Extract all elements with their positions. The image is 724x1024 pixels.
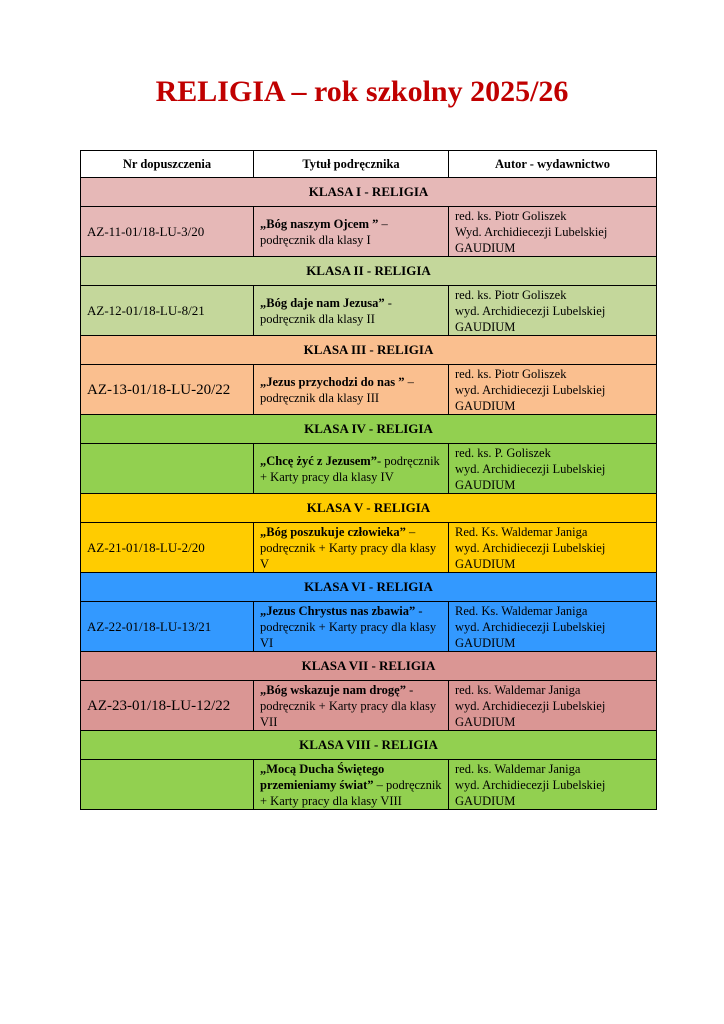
textbook-title (254, 681, 449, 731)
author-line-author: red. ks. Piotr Goliszek (455, 208, 567, 223)
author-line-author: red. ks. Waldemar Janiga (455, 682, 581, 697)
author-line-publisher: wyd. Archidiecezji Lubelskiej (455, 698, 606, 713)
textbook-title-rest: – podręcznik dla klasy I (260, 216, 388, 247)
author-line-publisher: wyd. Archidiecezji Lubelskiej (455, 461, 606, 476)
author-line-author: red. ks. Waldemar Janiga (455, 761, 581, 776)
textbook-title (254, 286, 449, 336)
author-line-publisher: wyd. Archidiecezji Lubelskiej (455, 540, 606, 555)
textbook-title (254, 760, 449, 810)
table-header-row (81, 151, 657, 178)
textbook-title-rest: – podręcznik + Karty pracy dla klasy V (260, 524, 437, 571)
textbook-title-rest: - podręcznik + Karty pracy dla klasy VI (260, 603, 437, 650)
section-header: KLASA VII - RELIGIA (81, 652, 657, 681)
section-header-row (81, 257, 657, 286)
author-publisher (449, 207, 657, 257)
author-line-publisher: wyd. Archidiecezji Lubelskiej (455, 619, 606, 634)
author-line-brand: GAUDIUM (455, 793, 516, 808)
author-line-brand: GAUDIUM (455, 240, 516, 255)
approval-number: AZ-12-01/18-LU-8/21 (81, 286, 254, 336)
textbook-title-bold: „Bóg poszukuje człowieka” (260, 524, 406, 539)
textbook-title-bold: „Bóg naszym Ojcem ” (260, 216, 379, 231)
textbook-table (80, 150, 657, 810)
page-title: RELIGIA – rok szkolny 2025/26 (155, 75, 569, 108)
author-publisher (449, 444, 657, 494)
table-row (81, 681, 657, 731)
author-line-brand: GAUDIUM (455, 398, 516, 413)
approval-number: AZ-22-01/18-LU-13/21 (81, 602, 254, 652)
section-header-row (81, 731, 657, 760)
author-line-author: Red. Ks. Waldemar Janiga (455, 603, 588, 618)
author-line-publisher: wyd. Archidiecezji Lubelskiej (455, 303, 606, 318)
table-row (81, 760, 657, 810)
table-row (81, 365, 657, 415)
author-line-brand: GAUDIUM (455, 714, 516, 729)
author-line-brand: GAUDIUM (455, 319, 516, 334)
table-row (81, 286, 657, 336)
author-publisher (449, 602, 657, 652)
author-line-publisher: wyd. Archidiecezji Lubelskiej (455, 777, 606, 792)
section-header: KLASA II - RELIGIA (81, 257, 657, 286)
approval-number: AZ-11-01/18-LU-3/20 (81, 207, 254, 257)
approval-number: AZ-23-01/18-LU-12/22 (81, 681, 254, 731)
approval-number: AZ-21-01/18-LU-2/20 (81, 523, 254, 573)
textbook-title (254, 207, 449, 257)
textbook-title (254, 602, 449, 652)
author-line-publisher: wyd. Archidiecezji Lubelskiej (455, 382, 606, 397)
approval-number: AZ-13-01/18-LU-20/22 (81, 365, 254, 415)
author-publisher (449, 286, 657, 336)
section-header: KLASA V - RELIGIA (81, 494, 657, 523)
section-header-row (81, 573, 657, 602)
textbook-title-rest: – podręcznik + Karty pracy dla klasy VIII (260, 777, 442, 808)
author-line-author: Red. Ks. Waldemar Janiga (455, 524, 588, 539)
textbook-title-bold: „Bóg wskazuje nam drogę” (260, 682, 406, 697)
textbook-title-bold: „Jezus Chrystus nas zbawia” (260, 603, 416, 618)
section-header-row (81, 415, 657, 444)
textbook-title-bold: „Mocą Ducha Świętego przemieniamy świat” (260, 761, 385, 792)
author-publisher (449, 760, 657, 810)
approval-number (81, 760, 254, 810)
section-header-row (81, 178, 657, 207)
author-line-author: red. ks. Piotr Goliszek (455, 287, 567, 302)
author-line-brand: GAUDIUM (455, 556, 516, 571)
textbook-title (254, 365, 449, 415)
textbook-title (254, 523, 449, 573)
textbook-title (254, 444, 449, 494)
textbook-title-bold: „Jezus przychodzi do nas ” (260, 374, 405, 389)
section-header: KLASA VIII - RELIGIA (81, 731, 657, 760)
textbook-title-rest: – podręcznik dla klasy III (260, 374, 414, 405)
author-publisher (449, 365, 657, 415)
textbook-title-rest: - podręcznik dla klasy II (260, 295, 392, 326)
author-line-author: red. ks. Piotr Goliszek (455, 366, 567, 381)
column-header-title: Tytuł podręcznika (254, 151, 449, 178)
textbook-title-bold: „Bóg daje nam Jezusa” (260, 295, 385, 310)
section-header-row (81, 652, 657, 681)
section-header: KLASA IV - RELIGIA (81, 415, 657, 444)
table-row (81, 523, 657, 573)
section-header: KLASA I - RELIGIA (81, 178, 657, 207)
table-row (81, 602, 657, 652)
section-header-row (81, 336, 657, 365)
textbook-title-rest: - podręcznik + Karty pracy dla klasy VII (260, 682, 437, 729)
author-line-brand: GAUDIUM (455, 477, 516, 492)
author-line-author: red. ks. P. Goliszek (455, 445, 551, 460)
textbook-title-bold: „Chcę żyć z Jezusem” (260, 453, 377, 468)
approval-number (81, 444, 254, 494)
column-header-author: Autor - wydawnictwo (449, 151, 657, 178)
author-publisher (449, 523, 657, 573)
section-header-row (81, 494, 657, 523)
section-header: KLASA III - RELIGIA (81, 336, 657, 365)
table-row (81, 444, 657, 494)
author-line-publisher: Wyd. Archidiecezji Lubelskiej (455, 224, 608, 239)
section-header: KLASA VI - RELIGIA (81, 573, 657, 602)
author-line-brand: GAUDIUM (455, 635, 516, 650)
table-row (81, 207, 657, 257)
textbook-title-rest: - podręcznik + Karty pracy dla klasy IV (260, 453, 440, 484)
column-header-nr: Nr dopuszczenia (81, 151, 254, 178)
author-publisher (449, 681, 657, 731)
